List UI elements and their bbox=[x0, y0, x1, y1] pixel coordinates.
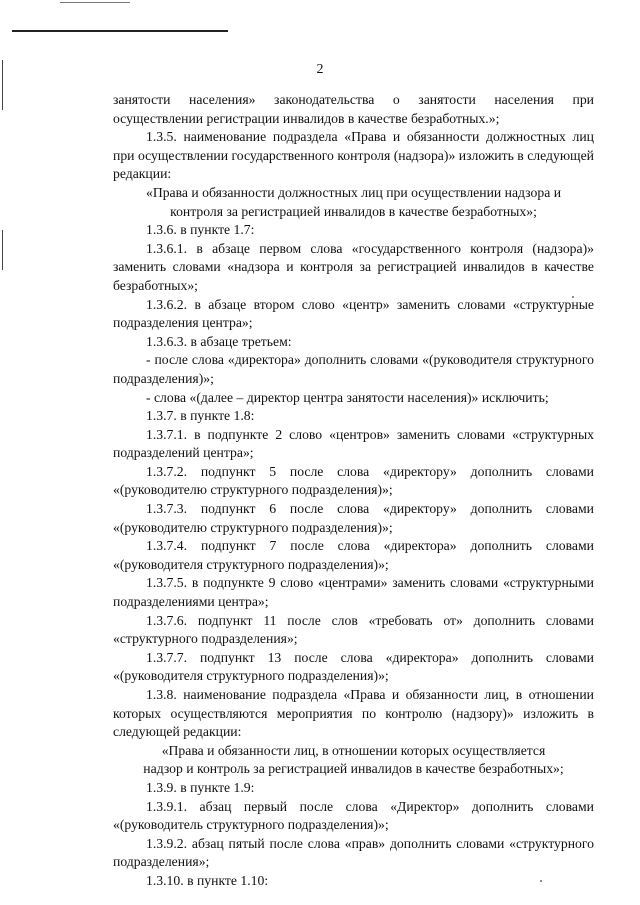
document-paragraph: 1.3.7.5. в подпункте 9 слово «центрами» заменить словами «структурными подразделениями центра»; bbox=[113, 575, 594, 610]
document-paragraph: - после слова «директора» дополнить словами «(руководителя структурного подразделения)»; bbox=[113, 352, 594, 386]
scan-edge-mark bbox=[2, 230, 3, 270]
document-paragraph: 1.3.6.2. в абзаце втором слово «центр» заменить словами «структурные подразделения центра»; bbox=[113, 296, 594, 331]
document-paragraph: 1.3.8. наименование подраздела «Права и обязанности лиц, в отношении которых осуществляются мероприятия по контролю (надзору)» изложить в следующей редакции: bbox=[113, 687, 594, 740]
document-paragraph: 1.3.7.7. подпункт 13 после слова «директора» дополнить словами «(руководителя структурного подразделения)»; bbox=[113, 649, 594, 684]
document-paragraph: 1.3.7.2. подпункт 5 после слова «директору» дополнить словами «(руководителю структурного подразделения)»; bbox=[113, 463, 594, 498]
quoted-heading-paragraph: «Права и обязанности должностных лиц при осуществлении надзора и контроля за регистрацией инвалидов в качестве безработных»; bbox=[145, 184, 562, 219]
scan-artifact-line bbox=[60, 2, 130, 3]
document-paragraph: 1.3.9.1. абзац первый после слова «Директор» дополнить словами «(руководитель структурного подразделения)»; bbox=[113, 798, 594, 833]
document-paragraph: 1.3.6.3. в абзаце третьем: bbox=[146, 333, 292, 349]
document-paragraph: 1.3.7.1. в подпункте 2 слово «центров» заменить словами «структурных подразделений центра»; bbox=[113, 426, 594, 461]
document-paragraph: 1.3.7.4. подпункт 7 после слова «директора» дополнить словами «(руководителя структурного подразделения)»; bbox=[113, 538, 594, 572]
scan-artifact-line bbox=[12, 30, 228, 32]
document-paragraph: 1.3.6.1. в абзаце первом слова «государственного контроля (надзора)» заменить словами «надзора и контроля за регистрацией инвалидов в качестве безработных»; bbox=[113, 240, 594, 293]
document-paragraph: занятости населения» законодательства о занятости населения при осуществлении регистрации инвалидов в качестве безработных.»; bbox=[113, 92, 594, 126]
document-paragraph: 1.3.7. в пункте 1.8: bbox=[146, 408, 255, 424]
document-paragraph: 1.3.7.6. подпункт 11 после слов «требовать от» дополнить словами «структурного подразделения»; bbox=[113, 612, 594, 647]
document-paragraph: 1.3.6. в пункте 1.7: bbox=[146, 222, 255, 238]
document-paragraph: 1.3.9.2. абзац пятый после слова «прав» дополнить словами «структурного подразделения»; bbox=[113, 835, 594, 870]
document-paragraph: 1.3.7.3. подпункт 6 после слова «директору» дополнить словами «(руководителю структурного подразделения)»; bbox=[113, 501, 594, 535]
document-paragraph: 1.3.5. наименование подраздела «Права и обязанности должностных лиц при осуществлении государственного контроля (надзора)» изложить в следующей редакции: bbox=[113, 129, 594, 182]
document-body bbox=[113, 91, 594, 891]
document-paragraph: 1.3.10. в пункте 1.10: bbox=[146, 872, 269, 888]
document-paragraph: - слова «(далее – директор центра занятости населения)» исключить; bbox=[146, 389, 549, 405]
page-number: 2 bbox=[316, 62, 324, 77]
quoted-heading-paragraph: «Права и обязанности лиц, в отношении которых осуществляется надзор и контроль за регистрацией инвалидов в качестве безработных»; bbox=[143, 742, 564, 777]
document-paragraph: 1.3.9. в пункте 1.9: bbox=[146, 779, 255, 795]
